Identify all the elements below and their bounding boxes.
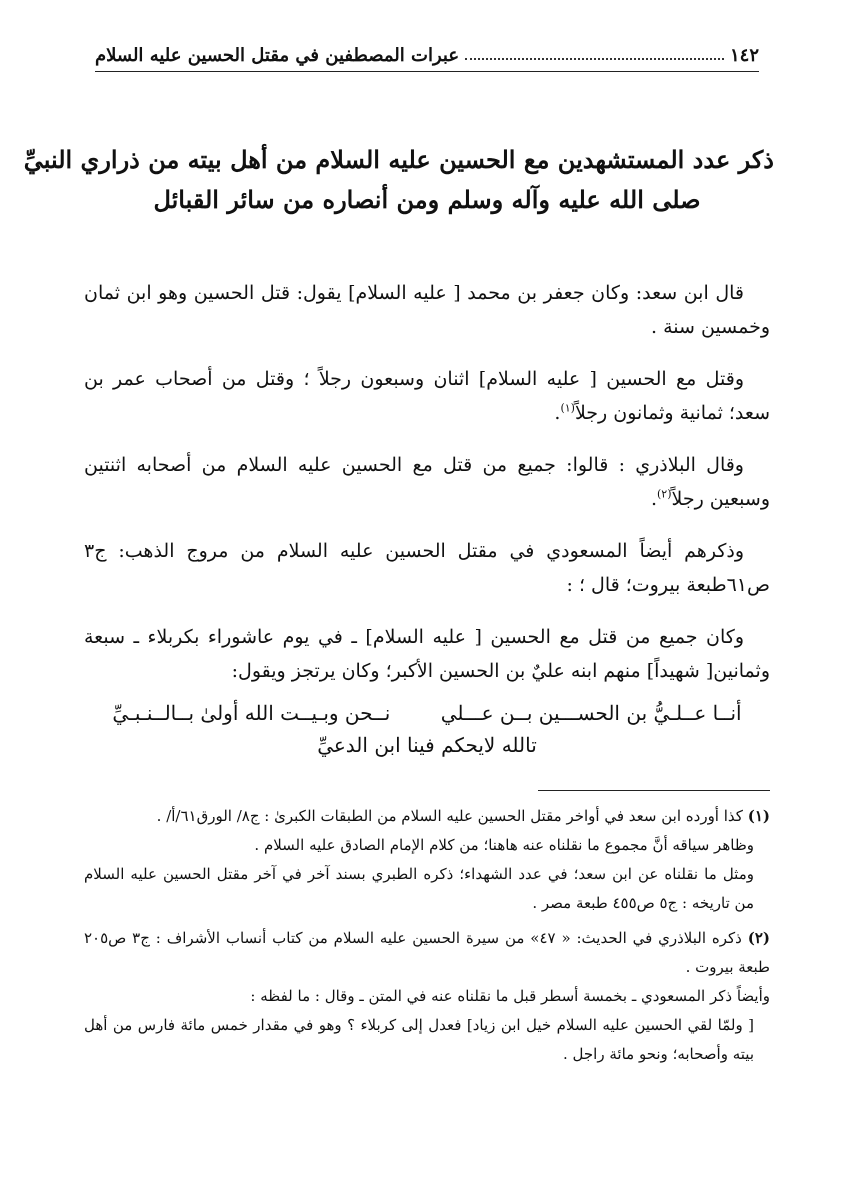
footnote-1: [84, 802, 770, 918]
chapter-title-line-2: صلى الله عليه وآله وسلم ومن أنصاره من سائر القبائل: [153, 185, 701, 214]
footnote-1-text: كذا أورده ابن سعد في أواخر مقتل الحسين عليه السلام من الطبقات الكبرىٰ : ج٨/ الورق٦١/أ/ .: [156, 807, 743, 825]
verse-1-first-hemistich: أنــا عــلـيُّ بن الحســـين بــن عـــلي: [440, 701, 742, 725]
footnote-ref-2: (٢): [656, 487, 672, 501]
paragraph-end: .: [554, 402, 561, 424]
running-header: [95, 30, 759, 72]
chapter-title: [23, 140, 774, 220]
main-text: [84, 276, 770, 762]
chapter-title-line-1: ذكر عدد المستشهدين مع الحسين عليه السلام من أهل بيته من ذراري النبيِّ: [23, 145, 774, 174]
footnote-ref-1: (١): [560, 401, 575, 415]
verse-2-hemistich: تالله لايحكم فينا ابن الدعيِّ: [317, 733, 537, 757]
paragraph-end: .: [650, 488, 657, 510]
paragraph-baladhuri: [84, 448, 770, 516]
footnote-2-masudi: وأيضاً ذكر المسعودي ـ بخمسة أسطر قبل ما نقلناه عنه في المتن ـ وقال : ما لفظه :: [250, 987, 770, 1005]
footnote-1-tabari: ومثل ما نقلناه عن ابن سعد؛ في عدد الشهداء؛ ذكره الطبري بسند آخر في آخر مقتل الحسين عليه السلام من تاريخه : ج٥ ص٤٥٥ طبعة مصر .: [84, 865, 754, 912]
footnotes: [84, 802, 770, 1075]
paragraph-martyr-count: [84, 362, 770, 430]
paragraph-ashura: وكان جميع من قتل مع الحسين [ عليه السلام] ـ في يوم عاشوراء بكربلاء ـ سبعة وثمانين[ شهيداً] منهم ابنه عليٌ بن الحسين الأكبر؛ وكان يرتجز ويقول:: [84, 626, 770, 682]
footnote-2-number: (٢): [747, 929, 770, 947]
footnote-2-quote: [ ولمّا لقي الحسين عليه السلام خيل ابن زياد] فعدل إلى كربلاء ؟ وهو في مقدار خمس مائة فارس من أهل بيته وأصحابه؛ ونحو مائة راجل .: [84, 1016, 754, 1063]
verse-1-second-hemistich: نــحن وبـيــت الله أولىٰ بــالــنـبـيِّ: [112, 701, 391, 725]
leader-dots: [465, 58, 724, 60]
paragraph-masudi: وذكرهم أيضاً المسعودي في مقتل الحسين عليه السلام من مروج الذهب: ج٣ ص٦١طبعة بيروت؛ قال ؛ :: [84, 540, 770, 596]
footnote-separator: [538, 790, 770, 791]
paragraph-ibn-saad: قال ابن سعد: وكان جعفر بن محمد [ عليه السلام] يقول: قتل الحسين وهو ابن ثمان وخمسين سنة .: [84, 282, 770, 338]
page-number: ١٤٢: [729, 45, 759, 66]
poem-verse-2: [84, 728, 770, 762]
footnote-2-text: ذكره البلاذري في الحديث: « ٤٧» من سيرة الحسين عليه السلام من كتاب أنساب الأشراف : ج٣ ص٢٠٥ طبعة بيروت .: [84, 929, 770, 976]
running-title: عبرات المصطفين في مقتل الحسين عليه السلام: [95, 45, 460, 66]
footnote-1-number: (١): [747, 807, 770, 825]
footnote-2: [84, 924, 770, 1069]
footnote-1-note: وظاهر سياقه أنَّ مجموع ما نقلناه عنه هاهنا؛ من كلام الإمام الصادق عليه السلام .: [254, 836, 754, 854]
paragraph-text: وقال البلاذري : قالوا: جميع من قتل مع الحسين عليه السلام من أصحابه اثنتين وسبعين رجلاً: [84, 454, 770, 510]
poem-verse-1: [84, 696, 770, 730]
paragraph-text: وقتل مع الحسين [ عليه السلام] اثنان وسبعون رجلاً ؛ وقتل من أصحاب عمر بن سعد؛ ثمانية وثمانون رجلاً: [84, 368, 770, 424]
